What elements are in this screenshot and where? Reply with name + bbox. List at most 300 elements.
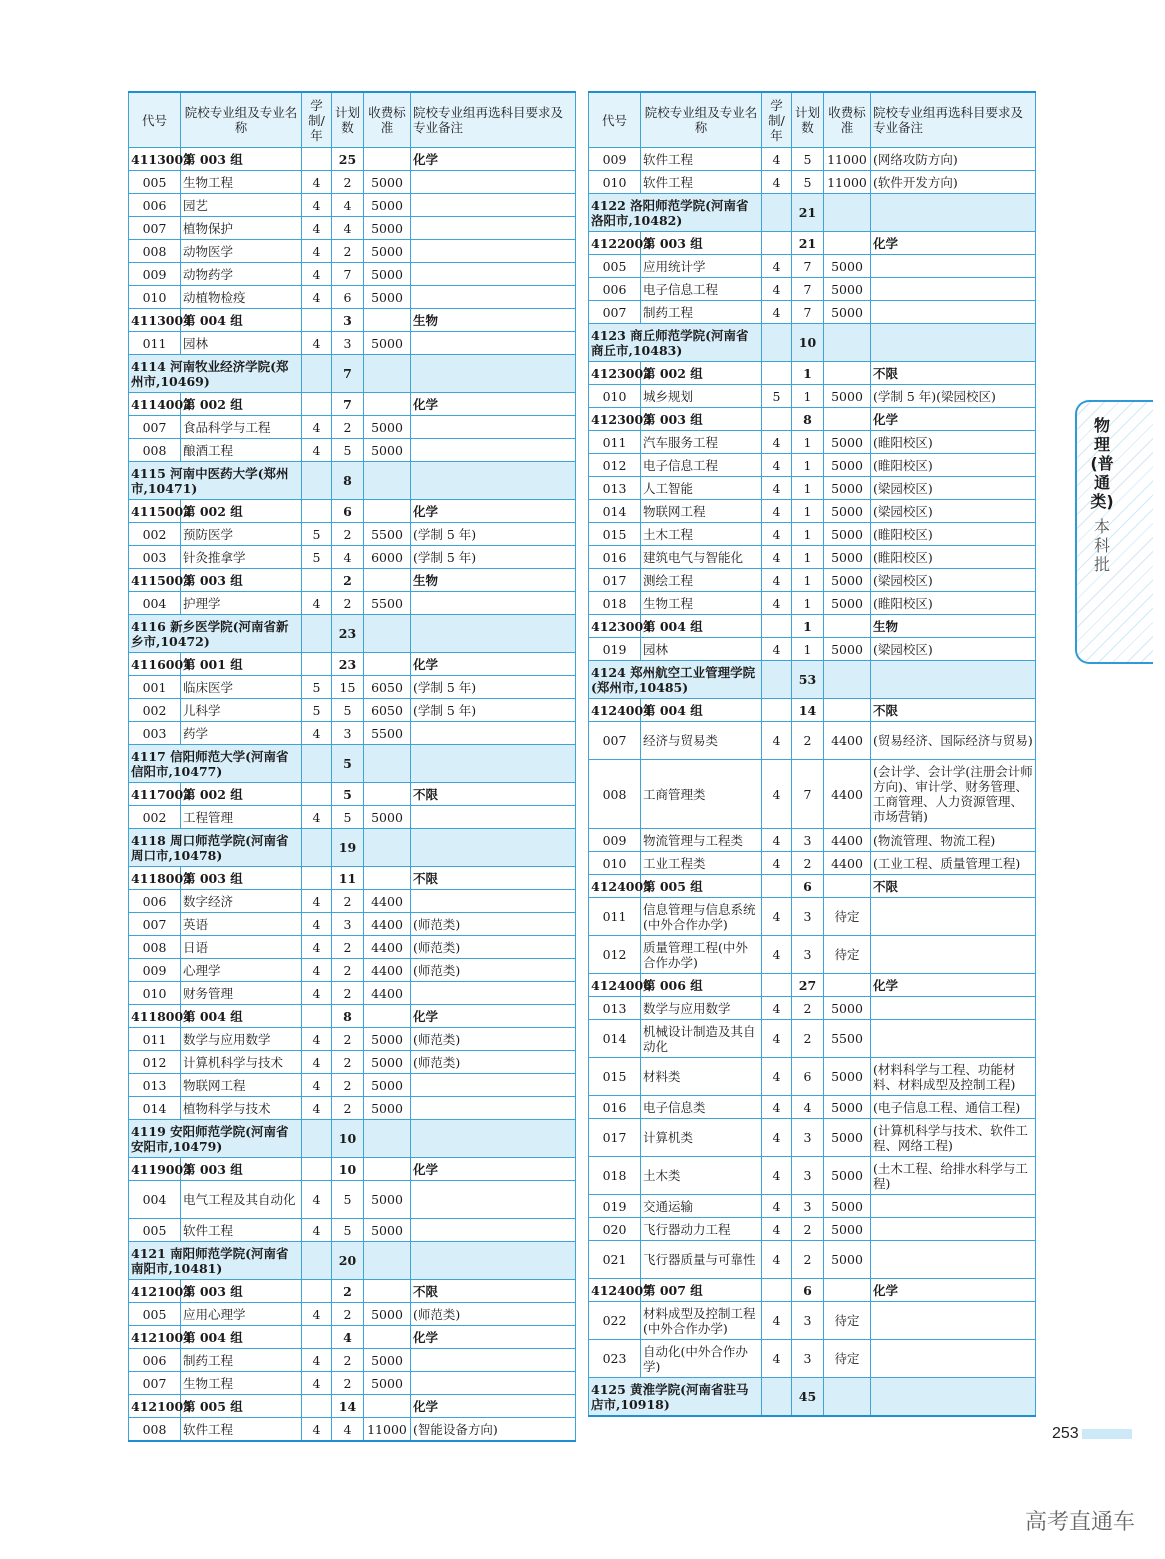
major-name: 计算机类 (641, 1119, 762, 1157)
group-fee (364, 1158, 411, 1181)
group-plan: 14 (792, 699, 824, 722)
major-row (129, 286, 576, 309)
group-row (129, 1158, 576, 1181)
major-name: 电子信息类 (641, 1096, 762, 1119)
group-row (589, 699, 1036, 722)
group-plan: 6 (792, 875, 824, 898)
school-fee (364, 745, 411, 783)
school-name: 4118 周口师范学院(河南省周口市,10478) (129, 829, 302, 867)
major-name: 植物保护 (181, 217, 302, 240)
col-fee: 收费标准 (364, 92, 411, 148)
major-code: 011 (589, 898, 641, 936)
major-years: 4 (762, 592, 792, 615)
group-code: 4119003 (129, 1158, 181, 1181)
major-note: (智能设备方向) (411, 1418, 576, 1442)
major-fee: 4400 (824, 829, 871, 852)
group-name: 第 003 组 (641, 232, 762, 255)
major-fee: 5000 (364, 1349, 411, 1372)
major-name: 经济与贸易类 (641, 722, 762, 760)
major-plan: 2 (792, 852, 824, 875)
major-name: 制药工程 (641, 301, 762, 324)
major-row (589, 500, 1036, 523)
group-subject-requirement: 化学 (871, 974, 1036, 997)
major-note: (电子信息工程、通信工程) (871, 1096, 1036, 1119)
major-years: 4 (302, 959, 332, 982)
school-fee (824, 194, 871, 232)
major-note (411, 240, 576, 263)
major-note (411, 890, 576, 913)
major-row (589, 523, 1036, 546)
group-years (302, 393, 332, 416)
major-code: 013 (129, 1074, 181, 1097)
major-code: 004 (129, 592, 181, 615)
major-row (589, 722, 1036, 760)
major-years: 4 (762, 638, 792, 661)
major-plan: 2 (332, 890, 364, 913)
school-years (302, 1120, 332, 1158)
major-fee: 4400 (364, 913, 411, 936)
major-name: 土木类 (641, 1157, 762, 1195)
group-row (129, 1395, 576, 1418)
major-years: 4 (762, 171, 792, 194)
group-subject-requirement: 化学 (411, 653, 576, 676)
major-row (589, 1195, 1036, 1218)
group-row (129, 783, 576, 806)
major-years: 4 (762, 569, 792, 592)
major-years: 4 (302, 592, 332, 615)
major-years: 4 (762, 1340, 792, 1378)
group-row (589, 362, 1036, 385)
school-row (129, 745, 576, 783)
school-fee (364, 462, 411, 500)
major-fee: 4400 (824, 760, 871, 829)
major-fee: 6050 (364, 676, 411, 699)
group-years (302, 1326, 332, 1349)
major-plan: 6 (792, 1058, 824, 1096)
major-row (589, 1241, 1036, 1279)
school-years (302, 1242, 332, 1280)
school-row (129, 615, 576, 653)
major-note: (工业工程、质量管理工程) (871, 852, 1036, 875)
major-code: 009 (129, 263, 181, 286)
major-fee: 5000 (364, 217, 411, 240)
group-code: 4118004 (129, 1005, 181, 1028)
major-code: 012 (129, 1051, 181, 1074)
major-plan: 2 (332, 1349, 364, 1372)
major-row (129, 913, 576, 936)
group-name: 第 006 组 (641, 974, 762, 997)
major-fee: 5000 (364, 1028, 411, 1051)
group-code: 4117002 (129, 783, 181, 806)
major-name: 材料成型及控制工程(中外合作办学) (641, 1302, 762, 1340)
major-plan: 4 (332, 194, 364, 217)
major-fee: 待定 (824, 936, 871, 974)
major-note (871, 1302, 1036, 1340)
major-row (589, 1157, 1036, 1195)
major-note (411, 722, 576, 745)
major-name: 飞行器质量与可靠性 (641, 1241, 762, 1279)
col-plan: 计划数 (332, 92, 364, 148)
major-fee: 5000 (824, 1157, 871, 1195)
group-row (129, 867, 576, 890)
major-row (129, 1219, 576, 1242)
group-subject-requirement: 化学 (411, 1005, 576, 1028)
major-code: 005 (589, 255, 641, 278)
major-years: 4 (762, 431, 792, 454)
major-name: 日语 (181, 936, 302, 959)
group-plan: 1 (792, 362, 824, 385)
major-code: 023 (589, 1340, 641, 1378)
major-fee: 5000 (824, 1119, 871, 1157)
major-code: 007 (129, 217, 181, 240)
major-years: 4 (302, 217, 332, 240)
major-plan: 6 (332, 286, 364, 309)
school-row (129, 462, 576, 500)
major-row (129, 1372, 576, 1395)
group-subject-requirement: 化学 (411, 500, 576, 523)
group-plan: 4 (332, 1326, 364, 1349)
major-name: 园林 (641, 638, 762, 661)
major-note: (梁园校区) (871, 500, 1036, 523)
major-code: 008 (129, 240, 181, 263)
school-row (129, 1242, 576, 1280)
major-years: 4 (762, 1302, 792, 1340)
major-name: 飞行器动力工程 (641, 1218, 762, 1241)
major-code: 011 (129, 1028, 181, 1051)
major-fee: 4400 (364, 982, 411, 1005)
major-years: 4 (302, 722, 332, 745)
major-row (129, 217, 576, 240)
major-plan: 2 (332, 982, 364, 1005)
group-code: 4122003 (589, 232, 641, 255)
major-code: 009 (129, 959, 181, 982)
group-fee (364, 867, 411, 890)
major-years: 4 (302, 263, 332, 286)
major-years: 4 (302, 1219, 332, 1242)
major-name: 软件工程 (641, 148, 762, 171)
school-fee (364, 829, 411, 867)
major-note: (材料科学与工程、功能材料、材料成型及控制工程) (871, 1058, 1036, 1096)
major-plan: 1 (792, 385, 824, 408)
major-row (589, 936, 1036, 974)
major-years: 4 (302, 1097, 332, 1120)
major-fee: 4400 (364, 959, 411, 982)
major-note (411, 171, 576, 194)
major-code: 008 (129, 936, 181, 959)
right-table (588, 91, 1036, 1417)
group-code: 4115003 (129, 569, 181, 592)
major-row (589, 1340, 1036, 1378)
group-fee (364, 1280, 411, 1303)
group-fee (364, 569, 411, 592)
group-plan: 6 (332, 500, 364, 523)
school-plan: 19 (332, 829, 364, 867)
school-row (589, 194, 1036, 232)
major-name: 物流管理与工程类 (641, 829, 762, 852)
group-fee (364, 653, 411, 676)
major-code: 010 (589, 385, 641, 408)
major-plan: 2 (332, 1051, 364, 1074)
major-row (129, 1181, 576, 1219)
major-fee: 5000 (824, 385, 871, 408)
school-name: 4117 信阳师范大学(河南省信阳市,10477) (129, 745, 302, 783)
major-plan: 5 (332, 439, 364, 462)
major-code: 009 (589, 148, 641, 171)
major-note (871, 301, 1036, 324)
school-years (762, 194, 792, 232)
major-name: 软件工程 (181, 1418, 302, 1442)
major-plan: 4 (792, 1096, 824, 1119)
major-fee: 5000 (364, 416, 411, 439)
major-plan: 2 (332, 1028, 364, 1051)
major-note: (土木工程、给排水科学与工程) (871, 1157, 1036, 1195)
major-code: 011 (129, 332, 181, 355)
major-code: 016 (589, 546, 641, 569)
major-fee: 5000 (824, 278, 871, 301)
major-plan: 3 (792, 1195, 824, 1218)
major-fee: 5000 (824, 997, 871, 1020)
group-name: 第 003 组 (181, 148, 302, 171)
major-name: 药学 (181, 722, 302, 745)
major-fee: 6000 (364, 546, 411, 569)
school-years (302, 615, 332, 653)
group-years (302, 867, 332, 890)
major-plan: 2 (332, 592, 364, 615)
major-fee: 4400 (364, 936, 411, 959)
group-name: 第 003 组 (181, 1280, 302, 1303)
major-name: 软件工程 (181, 1219, 302, 1242)
major-fee: 5000 (824, 1195, 871, 1218)
major-fee: 待定 (824, 1340, 871, 1378)
major-years: 4 (762, 1157, 792, 1195)
group-name: 第 005 组 (181, 1395, 302, 1418)
school-name: 4116 新乡医学院(河南省新乡市,10472) (129, 615, 302, 653)
major-name: 应用统计学 (641, 255, 762, 278)
group-subject-requirement: 不限 (871, 362, 1036, 385)
school-note (411, 462, 576, 500)
group-name: 第 003 组 (181, 867, 302, 890)
major-plan: 2 (332, 1372, 364, 1395)
group-fee (364, 1326, 411, 1349)
major-code: 018 (589, 592, 641, 615)
school-years (302, 462, 332, 500)
major-note (411, 1097, 576, 1120)
major-note: (学制 5 年) (411, 523, 576, 546)
group-row (129, 1005, 576, 1028)
major-name: 生物工程 (641, 592, 762, 615)
major-plan: 4 (332, 1418, 364, 1442)
school-plan: 21 (792, 194, 824, 232)
major-name: 工业工程类 (641, 852, 762, 875)
major-note (871, 1241, 1036, 1279)
group-plan: 3 (332, 309, 364, 332)
major-row (589, 569, 1036, 592)
group-name: 第 002 组 (181, 393, 302, 416)
major-fee: 5000 (824, 1241, 871, 1279)
major-note (411, 263, 576, 286)
school-note (411, 745, 576, 783)
major-fee: 5000 (364, 240, 411, 263)
major-row (129, 806, 576, 829)
group-years (302, 1280, 332, 1303)
major-years: 5 (302, 546, 332, 569)
group-years (302, 148, 332, 171)
major-note (411, 592, 576, 615)
major-years: 4 (762, 829, 792, 852)
major-plan: 2 (792, 1241, 824, 1279)
major-code: 015 (589, 523, 641, 546)
major-fee: 5000 (364, 1097, 411, 1120)
major-years: 4 (762, 1096, 792, 1119)
major-years: 4 (302, 240, 332, 263)
group-plan: 14 (332, 1395, 364, 1418)
col-name: 院校专业组及专业名称 (641, 92, 762, 148)
school-note (411, 615, 576, 653)
major-plan: 3 (332, 722, 364, 745)
group-subject-requirement: 化学 (411, 1326, 576, 1349)
school-fee (824, 1378, 871, 1417)
school-row (589, 324, 1036, 362)
major-code: 010 (129, 982, 181, 1005)
major-fee: 5000 (824, 255, 871, 278)
major-note: (睢阳校区) (871, 546, 1036, 569)
major-code: 019 (589, 638, 641, 661)
major-years: 4 (762, 997, 792, 1020)
major-note: (梁园校区) (871, 638, 1036, 661)
group-row (589, 1279, 1036, 1302)
major-years: 4 (302, 332, 332, 355)
major-years: 4 (762, 1020, 792, 1058)
col-code: 代号 (129, 92, 181, 148)
major-name: 汽车服务工程 (641, 431, 762, 454)
major-plan: 1 (792, 638, 824, 661)
major-plan: 2 (332, 1074, 364, 1097)
major-note: (网络攻防方向) (871, 148, 1036, 171)
major-plan: 5 (332, 1219, 364, 1242)
major-fee: 5000 (364, 1219, 411, 1242)
page-number-bar (1082, 1429, 1132, 1439)
major-row (589, 1119, 1036, 1157)
major-note: (师范类) (411, 1051, 576, 1074)
group-plan: 2 (332, 1280, 364, 1303)
group-row (129, 1280, 576, 1303)
major-name: 数学与应用数学 (641, 997, 762, 1020)
major-years: 4 (302, 1074, 332, 1097)
major-years: 4 (302, 890, 332, 913)
major-code: 003 (129, 722, 181, 745)
group-name: 第 004 组 (641, 615, 762, 638)
major-name: 工程管理 (181, 806, 302, 829)
major-code: 013 (589, 997, 641, 1020)
major-code: 020 (589, 1218, 641, 1241)
major-fee: 5000 (364, 286, 411, 309)
school-note (871, 324, 1036, 362)
group-plan: 23 (332, 653, 364, 676)
major-fee: 待定 (824, 1302, 871, 1340)
major-plan: 3 (792, 936, 824, 974)
major-row (589, 898, 1036, 936)
major-row (129, 722, 576, 745)
major-years: 4 (762, 255, 792, 278)
group-subject-requirement: 不限 (411, 1280, 576, 1303)
major-code: 008 (129, 1418, 181, 1442)
major-plan: 5 (332, 699, 364, 722)
major-note: (师范类) (411, 959, 576, 982)
school-years (762, 661, 792, 699)
group-years (302, 783, 332, 806)
major-note: (梁园校区) (871, 477, 1036, 500)
group-fee (364, 1395, 411, 1418)
major-fee: 11000 (824, 171, 871, 194)
group-subject-requirement: 不限 (871, 699, 1036, 722)
group-plan: 8 (332, 1005, 364, 1028)
major-years: 4 (302, 1028, 332, 1051)
major-row (129, 1028, 576, 1051)
major-row (589, 1058, 1036, 1096)
group-fee (824, 232, 871, 255)
group-row (589, 232, 1036, 255)
school-plan: 10 (332, 1120, 364, 1158)
major-code: 005 (129, 1303, 181, 1326)
major-fee: 5000 (824, 523, 871, 546)
group-fee (824, 1279, 871, 1302)
major-name: 数字经济 (181, 890, 302, 913)
major-note (871, 255, 1036, 278)
major-row (129, 171, 576, 194)
major-code: 005 (129, 1219, 181, 1242)
group-subject-requirement: 化学 (411, 148, 576, 171)
major-years: 4 (762, 523, 792, 546)
major-row (129, 699, 576, 722)
major-note (411, 332, 576, 355)
group-subject-requirement: 化学 (411, 1395, 576, 1418)
group-years (302, 653, 332, 676)
group-subject-requirement: 生物 (871, 615, 1036, 638)
group-plan: 8 (792, 408, 824, 431)
major-fee: 4400 (824, 722, 871, 760)
major-note: (师范类) (411, 1303, 576, 1326)
major-plan: 3 (792, 1157, 824, 1195)
major-plan: 1 (792, 546, 824, 569)
major-name: 建筑电气与智能化 (641, 546, 762, 569)
major-row (129, 1303, 576, 1326)
major-row (589, 592, 1036, 615)
major-plan: 4 (332, 217, 364, 240)
major-row (129, 676, 576, 699)
school-name: 4114 河南牧业经济学院(郑州市,10469) (129, 355, 302, 393)
group-plan: 6 (792, 1279, 824, 1302)
major-code: 022 (589, 1302, 641, 1340)
school-fee (364, 1242, 411, 1280)
major-name: 动植物检疫 (181, 286, 302, 309)
major-fee: 5000 (364, 1074, 411, 1097)
major-note (411, 439, 576, 462)
major-plan: 3 (792, 1302, 824, 1340)
major-plan: 2 (332, 523, 364, 546)
major-plan: 3 (792, 898, 824, 936)
major-name: 物联网工程 (181, 1074, 302, 1097)
group-code: 4124005 (589, 875, 641, 898)
major-name: 信息管理与信息系统(中外合作办学) (641, 898, 762, 936)
major-plan: 15 (332, 676, 364, 699)
group-fee (364, 393, 411, 416)
major-row (129, 1051, 576, 1074)
section-side-tab (1075, 400, 1153, 664)
school-fee (364, 615, 411, 653)
major-plan: 5 (332, 806, 364, 829)
school-row (129, 355, 576, 393)
major-years: 4 (762, 1241, 792, 1279)
